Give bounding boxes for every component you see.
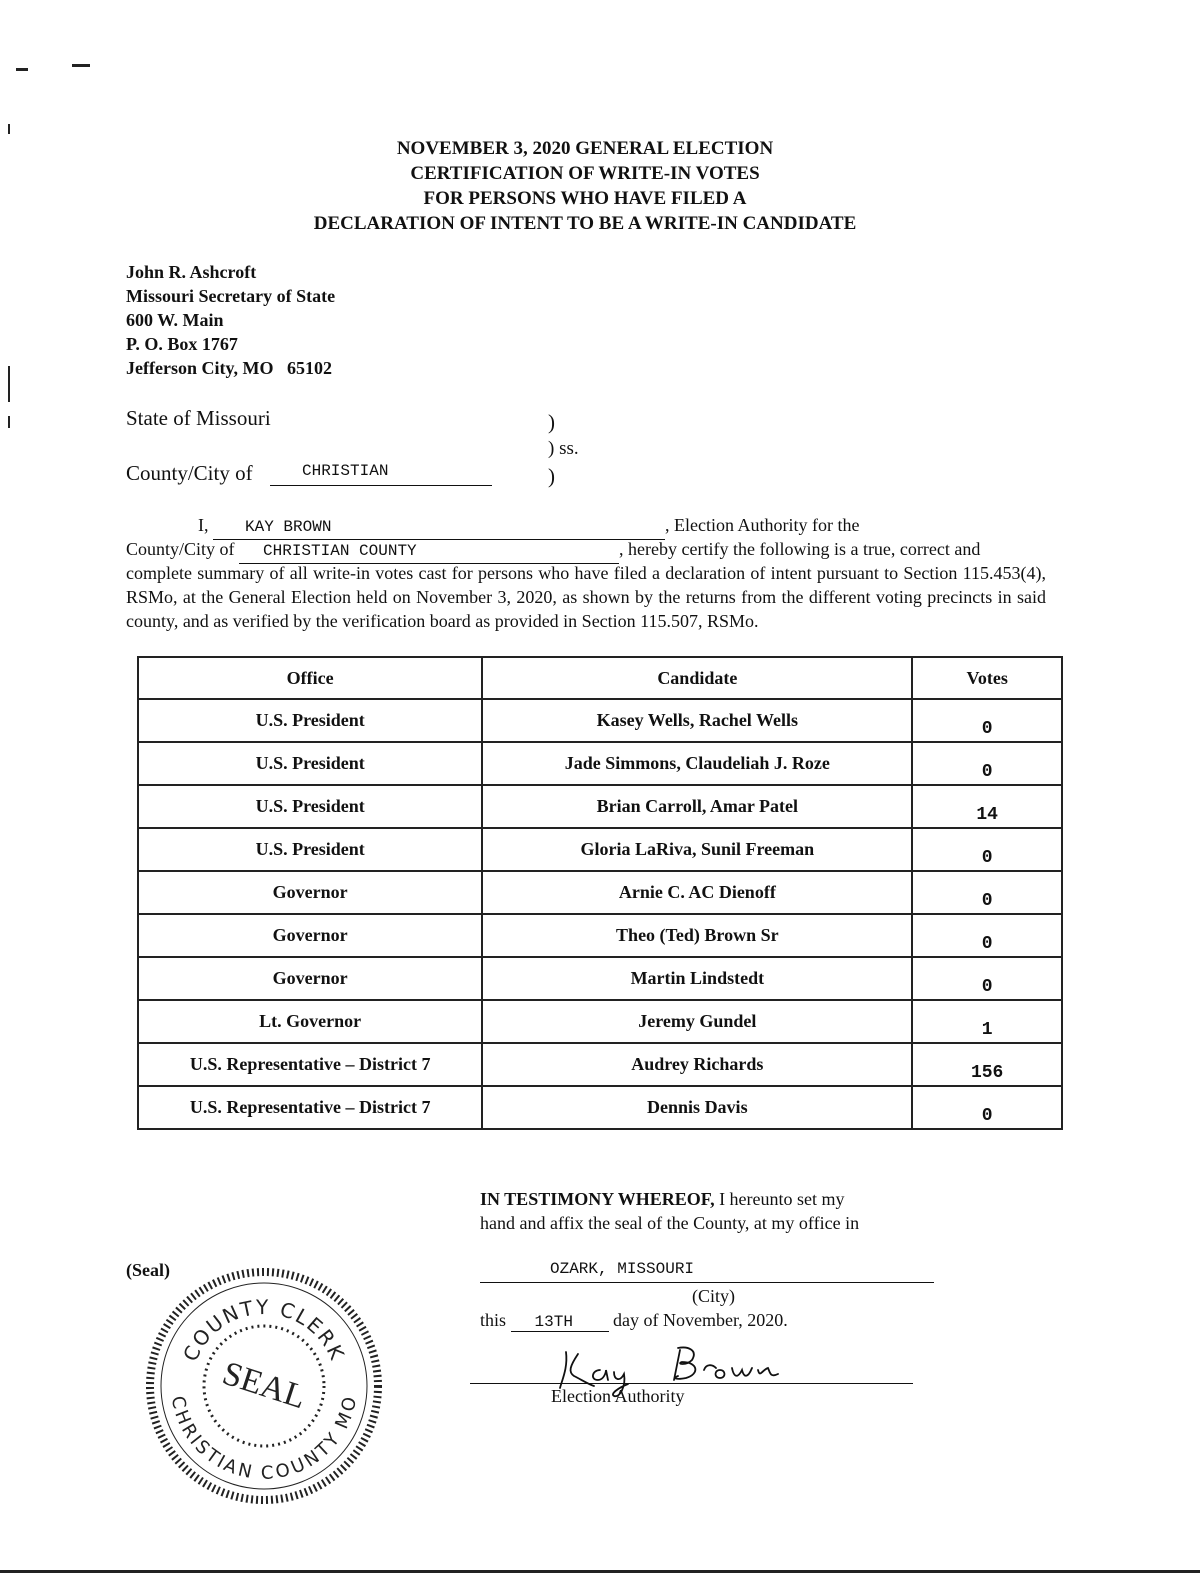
table-row: [138, 699, 1062, 742]
title-line-4: DECLARATION OF INTENT TO BE A WRITE-IN CANDIDATE: [313, 213, 857, 234]
title-line-3: FOR PERSONS WHO HAVE FILED A: [423, 188, 747, 209]
votes-cell: 156: [912, 1043, 1062, 1086]
office-cell: Governor: [138, 871, 482, 914]
table-row: [138, 957, 1062, 1000]
column-header-votes: Votes: [912, 657, 1062, 699]
candidate-cell: Martin Lindstedt: [482, 957, 912, 1000]
county-clerk-seal: [144, 1266, 384, 1506]
recipient-city: Jefferson City, MO 65102: [126, 358, 332, 378]
scan-speck: [16, 68, 28, 71]
scan-edge-mark: [8, 366, 10, 402]
seal-center-text: SEAL: [218, 1354, 311, 1417]
seal-bottom-text: CHRISTIAN COUNTY MO: [166, 1394, 362, 1484]
document-title: [0, 136, 1170, 236]
testimony-line-2: hand and affix the seal of the County, at my office in: [480, 1213, 860, 1233]
votes-cell: 0: [912, 871, 1062, 914]
testimony-lead: IN TESTIMONY WHEREOF,: [480, 1189, 715, 1209]
column-header-candidate: Candidate: [482, 657, 912, 699]
cert-county-label: County/City of: [126, 539, 235, 559]
day-value: 13TH: [511, 1313, 609, 1332]
cert-prefix: I,: [198, 515, 209, 535]
certification-line-1: [198, 513, 918, 540]
office-cell: Lt. Governor: [138, 1000, 482, 1043]
table-row: [138, 785, 1062, 828]
office-cell: U.S. President: [138, 742, 482, 785]
county-value: CHRISTIAN: [270, 462, 492, 486]
votes-cell: 0: [912, 957, 1062, 1000]
table-header-row: [138, 657, 1062, 699]
venue-paren-top: ): [548, 410, 555, 434]
votes-cell: 0: [912, 828, 1062, 871]
testimony-block: [480, 1187, 859, 1235]
votes-cell: 0: [912, 699, 1062, 742]
candidate-cell: Arnie C. AC Dienoff: [482, 871, 912, 914]
recipient-name: John R. Ashcroft: [126, 262, 257, 282]
seal-top-text: COUNTY CLERK: [178, 1294, 350, 1365]
scan-speck: [72, 64, 90, 67]
office-cell: Governor: [138, 914, 482, 957]
scan-edge-mark: [8, 416, 10, 428]
table-row: [138, 742, 1062, 785]
recipient-address: [126, 260, 335, 380]
votes-cell: 1: [912, 1000, 1062, 1043]
testimony-line-1-rest: I hereunto set my: [714, 1189, 845, 1209]
office-cell: U.S. President: [138, 699, 482, 742]
candidate-cell: Brian Carroll, Amar Patel: [482, 785, 912, 828]
candidate-cell: Kasey Wells, Rachel Wells: [482, 699, 912, 742]
day-suffix: day of November, 2020.: [613, 1310, 788, 1330]
office-cell: U.S. President: [138, 828, 482, 871]
table-row: [138, 914, 1062, 957]
recipient-po-box: P. O. Box 1767: [126, 334, 238, 354]
state-label: State of Missouri: [126, 406, 271, 430]
city-label: (City): [692, 1286, 735, 1306]
table-row: [138, 828, 1062, 871]
candidate-cell: Theo (Ted) Brown Sr: [482, 914, 912, 957]
cert-county-suffix: , hereby certify the following is a true, correct and: [619, 539, 981, 559]
authority-name: KAY BROWN: [213, 515, 665, 540]
venue-paren-bottom: ): [548, 464, 555, 488]
votes-cell: 14: [912, 785, 1062, 828]
city-underline: [480, 1282, 934, 1283]
candidate-cell: Jade Simmons, Claudeliah J. Roze: [482, 742, 912, 785]
seal-label: (Seal): [126, 1260, 170, 1280]
title-line-2: CERTIFICATION OF WRITE-IN VOTES: [410, 163, 760, 184]
table-row: [138, 1086, 1062, 1129]
scan-bottom-rule: [0, 1570, 1200, 1573]
certification-body: complete summary of all write-in votes cast for persons who have filed a declaration of intent pursuant to Section 115.453(4), RSMo, at the General Election held on November 3, 2020, as shown by the returns from the different voting precincts in said county, and as verified by the verification board as provided in Section 115.507, RSMo.: [126, 563, 1046, 631]
candidate-cell: Audrey Richards: [482, 1043, 912, 1086]
office-cell: Governor: [138, 957, 482, 1000]
votes-cell: 0: [912, 742, 1062, 785]
table-row: [138, 1043, 1062, 1086]
city-value: OZARK, MISSOURI: [550, 1260, 695, 1278]
county-label: County/City of: [126, 461, 253, 485]
title-line-1: NOVEMBER 3, 2020 GENERAL ELECTION: [396, 138, 774, 159]
recipient-street: 600 W. Main: [126, 310, 224, 330]
table-row: [138, 1000, 1062, 1043]
testimony-line-1: [480, 1187, 859, 1211]
recipient-title: Missouri Secretary of State: [126, 286, 336, 306]
signature-line: [470, 1383, 913, 1384]
candidate-cell: Jeremy Gundel: [482, 1000, 912, 1043]
date-line: [480, 1310, 788, 1332]
write-in-votes-table: [137, 656, 1063, 1130]
candidate-cell: Dennis Davis: [482, 1086, 912, 1129]
certification-line-2: [126, 537, 1046, 564]
votes-cell: 0: [912, 1086, 1062, 1129]
votes-cell: 0: [912, 914, 1062, 957]
table-row: [138, 871, 1062, 914]
scan-edge-mark: [8, 124, 10, 134]
this-label: this: [480, 1310, 507, 1330]
cert-county-value: CHRISTIAN COUNTY: [239, 539, 619, 564]
office-cell: U.S. President: [138, 785, 482, 828]
venue-ss: ) ss.: [548, 438, 579, 459]
office-cell: U.S. Representative – District 7: [138, 1043, 482, 1086]
candidate-cell: Gloria LaRiva, Sunil Freeman: [482, 828, 912, 871]
column-header-office: Office: [138, 657, 482, 699]
election-authority-label: Election Authority: [551, 1386, 685, 1406]
authority-suffix: , Election Authority for the: [665, 515, 860, 535]
office-cell: U.S. Representative – District 7: [138, 1086, 482, 1129]
